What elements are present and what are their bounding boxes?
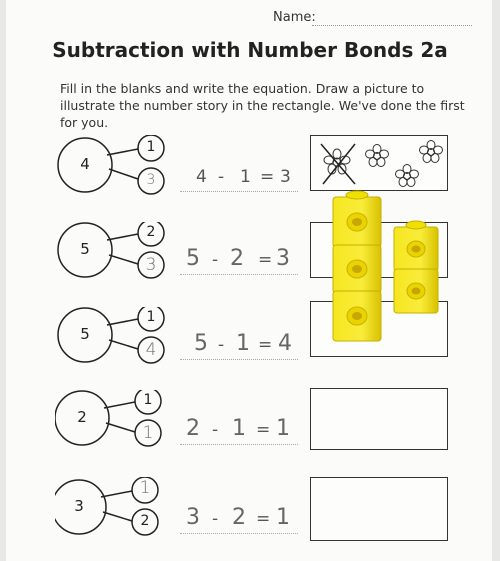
picture-rectangle[interactable] — [310, 135, 448, 191]
flower-drawing — [311, 136, 447, 190]
eq-operator: - — [212, 420, 219, 440]
bond-part-top: 2 — [146, 224, 156, 240]
eq-result: 3 — [280, 167, 291, 187]
eq-result: 1 — [276, 416, 290, 441]
problem-row-1 — [0, 135, 500, 215]
eq-equals: = — [258, 250, 273, 270]
eq-operator: - — [218, 335, 225, 355]
bond-whole: 2 — [77, 408, 87, 426]
problem-row-4 — [0, 390, 500, 470]
eq-equals: = — [260, 167, 275, 187]
bond-whole: 5 — [80, 325, 90, 343]
eq-result: 4 — [278, 331, 292, 356]
bond-part-top: 1 — [146, 139, 156, 155]
eq-result: 3 — [276, 246, 290, 271]
eq-operator: - — [218, 167, 225, 187]
eq-operator: - — [212, 509, 219, 529]
page-title: Subtraction with Number Bonds 2a — [52, 38, 448, 62]
bond-part-bottom[interactable]: 3 — [145, 255, 157, 275]
instructions-text: Fill in the blanks and write the equation. Draw a picture to illustrate the number story in the rectangle. We've done the first for you. — [60, 81, 465, 130]
number-bond — [55, 477, 175, 557]
equation[interactable] — [180, 329, 300, 369]
eq-equals: = — [258, 335, 273, 355]
number-bond — [55, 135, 175, 215]
eq-term-a: 3 — [186, 505, 200, 530]
cross-out-icon — [321, 144, 355, 184]
bond-part-top[interactable]: 1 — [139, 478, 151, 498]
eq-term-a: 2 — [186, 416, 200, 441]
linking-cube-icon — [394, 221, 438, 271]
picture-rectangle[interactable] — [310, 388, 448, 450]
eq-term-a: 5 — [186, 246, 200, 271]
bond-part-bottom: 2 — [140, 513, 150, 529]
bond-part-top: 1 — [143, 392, 153, 408]
name-field[interactable] — [312, 25, 472, 26]
eq-term-b: 1 — [232, 416, 246, 441]
linking-cube-icon — [333, 245, 381, 293]
eq-term-a: 5 — [194, 331, 208, 356]
equation[interactable] — [180, 503, 300, 543]
picture-rectangle[interactable] — [310, 477, 448, 541]
eq-equals: = — [256, 420, 271, 440]
equation[interactable] — [180, 161, 300, 201]
flower-icon — [324, 141, 443, 187]
equation[interactable] — [180, 244, 300, 284]
number-bond — [55, 390, 175, 470]
bond-whole: 5 — [80, 240, 90, 258]
eq-equals: = — [256, 509, 271, 529]
problem-row-3 — [0, 307, 500, 387]
worksheet-page — [6, 0, 492, 561]
number-bond — [55, 222, 175, 302]
bond-part-bottom[interactable]: 1 — [142, 423, 154, 443]
eq-term-a: 4 — [196, 167, 207, 187]
linking-cube-icon — [333, 291, 381, 341]
eq-result: 1 — [276, 505, 290, 530]
eq-term-b: 1 — [236, 331, 250, 356]
eq-term-b: 2 — [230, 246, 244, 271]
eq-term-b: 2 — [232, 505, 246, 530]
bond-whole: 4 — [80, 155, 90, 173]
bond-whole: 3 — [74, 497, 84, 515]
linking-cube-icon — [333, 191, 381, 247]
bond-part-bottom[interactable]: 3 — [146, 172, 156, 188]
linking-cube-icon — [394, 269, 438, 313]
linking-cube-stack-2 — [390, 219, 444, 319]
bond-part-bottom[interactable]: 4 — [145, 340, 157, 360]
problem-row-5 — [0, 477, 500, 557]
equation[interactable] — [180, 414, 300, 454]
number-bond — [55, 307, 175, 387]
eq-operator: - — [212, 250, 219, 270]
linking-cube-stack-3 — [327, 189, 387, 349]
eq-term-b: 1 — [240, 167, 251, 187]
name-label: Name: — [273, 10, 316, 25]
bond-part-top: 1 — [146, 309, 156, 325]
